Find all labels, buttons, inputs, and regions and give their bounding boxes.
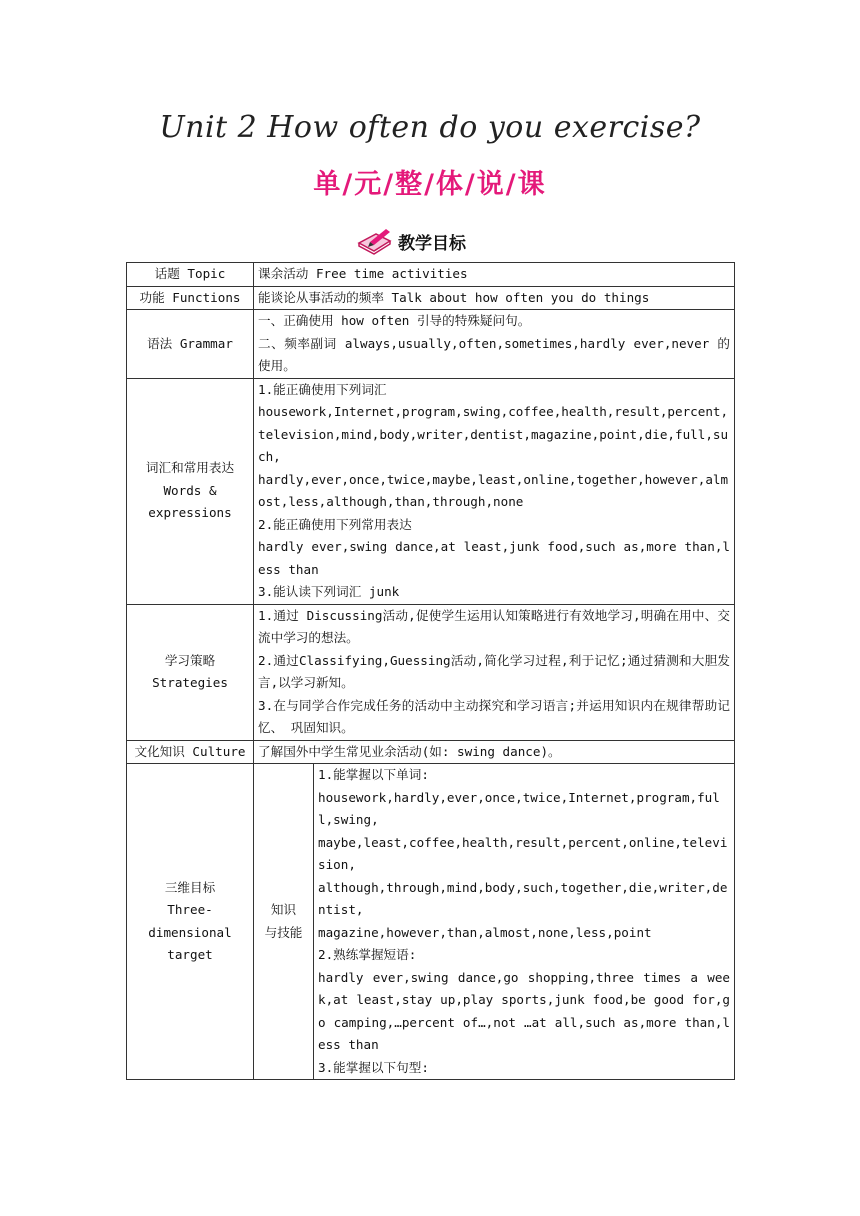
- words-line: housework,Internet,program,swing,coffee,health,result,percent,: [258, 404, 729, 419]
- section-subtitle: 单/元/整/体/说/课: [313, 169, 547, 200]
- table-row: [127, 604, 735, 740]
- three-dim-key-line: Three-dimensional: [148, 902, 232, 940]
- functions-value: 能谈论从事活动的频率 Talk about how often you do things: [254, 286, 735, 310]
- strategies-key-line: 学习策略: [164, 652, 216, 668]
- knowledge-skills-value: [314, 764, 735, 1080]
- words-key-line: 词汇和常用表达: [145, 460, 235, 476]
- knowledge-line: hardly ever,swing dance,go shopping,three times a week,at least,stay up,play sports,junk food,be good for,go camping,…percent of…,not …at all,such as,more than,less than: [318, 969, 731, 1052]
- strategies-key: [127, 604, 254, 740]
- grammar-key: 语法 Grammar: [127, 310, 254, 379]
- table-row: [127, 764, 735, 1080]
- words-key: [127, 378, 254, 604]
- teaching-goals-heading: [356, 226, 466, 256]
- strategies-key-line: Strategies: [152, 675, 228, 690]
- words-value: [254, 378, 735, 604]
- words-line: 2.能正确使用下列常用表达: [258, 516, 412, 532]
- words-line: 3.能认读下列词汇 junk: [258, 584, 400, 599]
- three-dim-key-line: target: [167, 947, 213, 962]
- table-row: [127, 286, 735, 310]
- knowledge-line: 3.能掌握以下句型:: [318, 1059, 429, 1075]
- strategies-value: [254, 604, 735, 740]
- three-dim-key-line: 三维目标: [164, 879, 216, 895]
- functions-key: 功能 Functions: [127, 286, 254, 310]
- strategies-line: 3.在与同学合作完成任务的活动中主动探究和学习语言;并运用知识内在规律帮助记忆、 巩固知识。: [258, 697, 731, 735]
- strategies-line: 2.通过Classifying,Guessing活动,简化学习过程,利于记忆;通过猜测和大胆发言,以学习新知。: [258, 652, 731, 690]
- knowledge-key-line: 与技能: [264, 924, 303, 940]
- words-line: hardly,ever,once,twice,maybe,least,online,together,however,almost,less,although,than,through,none: [258, 471, 729, 509]
- grammar-line: 二、频率副词 always,usually,often,sometimes,hardly ever,never 的使用。: [258, 335, 731, 373]
- words-line: television,mind,body,writer,dentist,magazine,point,die,full,such,: [258, 426, 729, 464]
- table-row: [127, 263, 735, 287]
- grammar-value: [254, 310, 735, 379]
- words-line: hardly ever,swing dance,at least,junk food,such as,more than,less than: [258, 539, 731, 577]
- words-line: 1.能正确使用下列词汇: [258, 381, 387, 397]
- culture-value: 了解国外中学生常见业余活动(如: swing dance)。: [254, 740, 735, 764]
- table-row: [127, 310, 735, 379]
- knowledge-line: although,through,mind,body,such,together,die,writer,dentist,: [318, 879, 728, 917]
- knowledge-line: housework,hardly,ever,once,twice,Internet,program,full,swing,: [318, 789, 720, 827]
- culture-key: 文化知识 Culture: [127, 740, 254, 764]
- knowledge-key-line: 知识: [270, 902, 297, 917]
- table-row: [127, 378, 735, 604]
- topic-key: 话题 Topic: [127, 263, 254, 287]
- knowledge-line: 2.熟练掌握短语:: [318, 947, 417, 962]
- words-key-line: Words &: [163, 482, 217, 498]
- unit-title: Unit 2 How often do you exercise?: [159, 110, 701, 145]
- strategies-line: 1.通过 Discussing活动,促使学生运用认知策略进行有效地学习,明确在用中、交流中学习的想法。: [258, 607, 731, 645]
- section-label: 教学目标: [398, 233, 466, 254]
- three-dim-key: [127, 764, 254, 1080]
- knowledge-line: 1.能掌握以下单词:: [318, 767, 429, 782]
- knowledge-line: magazine,however,than,almost,none,less,point: [318, 924, 652, 940]
- grammar-line: 一、正确使用 how often 引导的特殊疑问句。: [258, 313, 531, 328]
- teaching-goals-table: [126, 262, 735, 1080]
- knowledge-line: maybe,least,coffee,health,result,percent,online,television,: [318, 834, 728, 872]
- pencil-book-icon: [356, 227, 394, 255]
- topic-value: 课余活动 Free time activities: [254, 263, 735, 287]
- words-key-line: expressions: [148, 505, 232, 521]
- knowledge-skills-key: [254, 764, 314, 1080]
- table-row: [127, 740, 735, 764]
